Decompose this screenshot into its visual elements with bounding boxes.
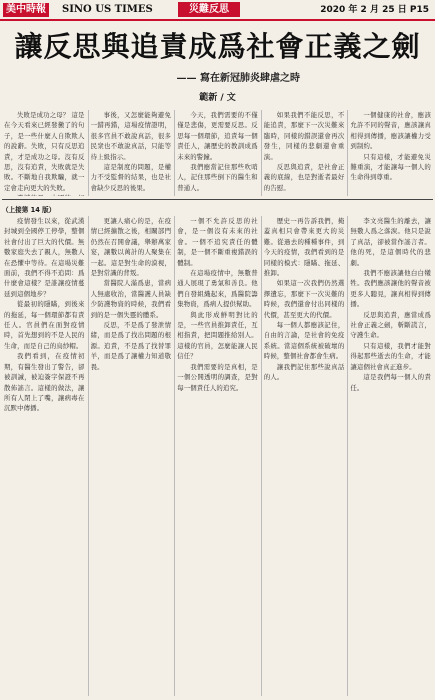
article-column bbox=[177, 110, 258, 196]
paragraph: 這是我們每一個人的責任。 bbox=[350, 373, 431, 392]
paragraph: 這是制度的問題，是權力不受監督的結果，也是社會缺少反思的後果。 bbox=[90, 163, 172, 192]
article-column bbox=[350, 110, 431, 196]
paragraph: 一個健康的社會，應該允許不同的聲音，應該讓真相得到傳播，應該讓權力受到制約。 bbox=[350, 111, 431, 151]
column-divider bbox=[174, 110, 175, 196]
column-divider bbox=[347, 216, 348, 696]
paragraph: 更讓人痛心的是，在疫情已經擴散之後，相關部門仍然在召開會議，舉辦萬家宴，讓數以萬計的人聚集在一起。這是對生命的漠視，是對常識的背叛。 bbox=[90, 217, 172, 278]
paragraph: 我們應當記住那些吹哨人，記住那些倒下的醫生和普通人。 bbox=[177, 163, 258, 192]
column-divider bbox=[88, 216, 89, 696]
column-divider bbox=[261, 216, 262, 696]
article-column bbox=[91, 216, 172, 696]
subtitle: —— 寫在新冠肺炎肆虐之時 bbox=[176, 73, 300, 84]
paragraph: 如果我們不能反思，不能追責，那麼下一次災難來臨時，同樣的錯誤還會再次發生，同樣的悲劇還會重演。 bbox=[263, 111, 345, 161]
header-rule bbox=[0, 19, 435, 21]
article-column bbox=[177, 216, 258, 696]
paragraph: 每一個人都應該記住，自由的言論，是社會的免疫系統。當這個系統被破壞的時候，整個社會都會生病。 bbox=[263, 321, 345, 361]
column-divider bbox=[261, 110, 262, 196]
article-column bbox=[4, 110, 85, 196]
paragraph: 讓我們記住那些說真話的人。 bbox=[263, 362, 345, 382]
column-divider bbox=[347, 110, 348, 196]
paragraph: 我們需要的是真相，是一個公開透明的調查，是對每一個責任人的追究。 bbox=[177, 362, 258, 392]
paragraph: 反思與追責，應當成爲社會正義之劍，斬斷謊言，守護生命。 bbox=[350, 310, 431, 340]
paragraph: 今天，我們需要的不僅僅是悲傷，更需要反思。反思每一個環節，追責每一個責任人，讓歷史的教訓成爲未來的警鐘。 bbox=[177, 111, 258, 161]
column-divider bbox=[174, 216, 175, 696]
masthead-english: SINO US TIMES bbox=[62, 4, 153, 15]
issue-date: 2020 年 2 月 25 日 P15 bbox=[320, 5, 429, 15]
masthead-logo: 美中時報 bbox=[3, 3, 49, 17]
paragraph: 李文亮醫生的離去，讓無數人爲之落淚。他只是說了真話，卻被當作謠言者。他的死，是這個時代的悲劇。 bbox=[350, 217, 431, 267]
paragraph: 只有這樣，我們才能對得起那些逝去的生命，才能讓這個社會真正進步。 bbox=[350, 341, 431, 371]
continued-note: （上接第 14 版） bbox=[2, 206, 56, 214]
paragraph: 當醫院人滿爲患，當病人無處收治，當醫護人員缺少防護物資的時候，我們看到的是一個失靈的體系。 bbox=[90, 279, 172, 319]
paragraph: 如果這一次我們仍然選擇遺忘，那麼下一次災難的時候，我們還會付出同樣的代價，甚至更大的代價。 bbox=[263, 279, 345, 319]
byline: 範新 / 文 bbox=[199, 93, 236, 103]
paragraph: 反思與追責，是社會正義的底線，也是對逝者最好的告慰。 bbox=[263, 163, 345, 192]
paragraph: 我們看到，在疫情初期，有醫生發出了警告，卻被訓誡，被迫簽字保證不再散佈謠言。這樣的做法，讓所有人閉上了嘴，讓病毒在沉默中傳播。 bbox=[4, 352, 85, 413]
article-column bbox=[91, 110, 172, 196]
article-column bbox=[264, 216, 345, 696]
paragraph: 從最初的隱瞞，到後來的拖延，每一個環節都有責任人。官員們在面對疫情時，首先想到的不是人民的生命，而是自己的烏紗帽。 bbox=[4, 300, 85, 350]
paragraph: 歷史一再告訴我們，掩蓋真相只會帶來更大的災難。從過去的種種事件，到今天的疫情，我們看到的是同樣的模式：隱瞞、拖延、推卸。 bbox=[263, 217, 345, 278]
paragraph: 事後，又怎麼能夠避免一錯再錯，這場疫情證明，很多官員不敢說真話，很多民衆也不敢說真話，只能等待上級指示。 bbox=[90, 111, 172, 161]
page-header bbox=[0, 0, 435, 20]
article-column bbox=[264, 110, 345, 196]
section-divider bbox=[2, 199, 433, 200]
paragraph: 在這場疫情中，無數普通人展現了勇氣和善良。他們自發組織起來，爲醫院籌集物資，爲病人提供幫助。 bbox=[177, 269, 258, 309]
paragraph: 反思，不是爲了發泄情緒，而是爲了找出問題的根源。追責，不是爲了找替罪羊，而是爲了讓權力知道敬畏。 bbox=[90, 321, 172, 371]
article-column bbox=[4, 216, 85, 696]
section-label: 災難反思 bbox=[178, 2, 240, 17]
paragraph bbox=[4, 193, 85, 196]
column-divider bbox=[88, 110, 89, 196]
paragraph: 只有這樣，才能避免災難重演，才能讓每一個人的生命得到尊重。 bbox=[350, 152, 431, 182]
paragraph: 我們不應該讓他白白犧牲。我們應該讓他的聲音被更多人聽見，讓真相得到傳播。 bbox=[350, 269, 431, 309]
paragraph: 失敗是成功之母？ 這是在今天看來已經發黴了的句子，是一些什麼人自欺欺人的說辭。失敗，只有反思追責，才是成功之母。沒有反思，沒有追責，失敗就是失敗。不斷地自我欺騙，就一定會走向更大的失敗。 bbox=[4, 111, 85, 192]
paragraph: 與此形成鮮明對比的是，一些官員推卸責任，互相指責，把問題推給別人。這樣的官員，怎麼能讓人民信任？ bbox=[177, 310, 258, 361]
paragraph: 疫情發生以來，從武漢封城到全國停工停學，整個社會付出了巨大的代價。無數家庭失去了親人，無數人在恐懼中等待。在這場災難面前，我們不得不追問：爲什麼會這樣？是誰讓疫情蔓延到這個地步？ bbox=[4, 217, 85, 298]
paragraph: 一個不允許反思的社會，是一個沒有未來的社會。一個不追究責任的體制，是一個不斷重複錯誤的體制。 bbox=[177, 217, 258, 267]
article-column bbox=[350, 216, 431, 696]
headline: 讓反思與追責成爲社會正義之劍 bbox=[14, 30, 421, 63]
